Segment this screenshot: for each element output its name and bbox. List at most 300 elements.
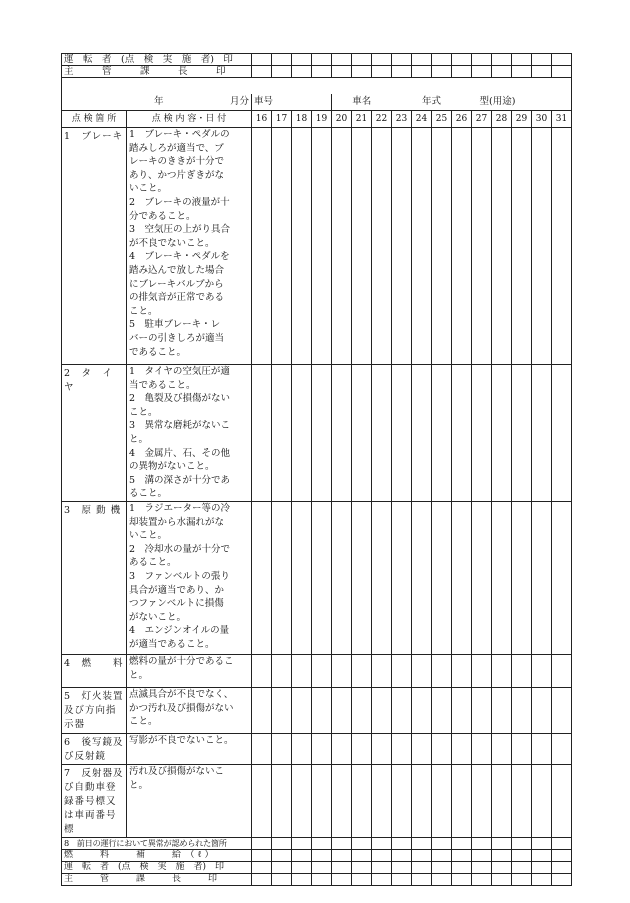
entry-cell[interactable] bbox=[312, 849, 332, 861]
seal-cell[interactable] bbox=[552, 66, 572, 78]
check-cell[interactable] bbox=[552, 687, 572, 733]
vehicle-number-label: 車号 bbox=[254, 96, 274, 107]
check-cell[interactable] bbox=[392, 365, 412, 502]
inspection-content-line: にブレーキバルブから bbox=[129, 278, 224, 290]
entry-cell[interactable] bbox=[452, 861, 472, 873]
check-cell[interactable] bbox=[512, 128, 532, 365]
entry-cell[interactable] bbox=[432, 849, 452, 861]
day-header: 31 bbox=[552, 111, 572, 128]
check-cell[interactable] bbox=[472, 687, 492, 733]
check-cell[interactable] bbox=[492, 128, 512, 365]
check-cell[interactable] bbox=[532, 365, 552, 502]
check-cell[interactable] bbox=[312, 128, 332, 365]
check-cell[interactable] bbox=[272, 654, 292, 687]
inspection-content-line: が適当であること。 bbox=[129, 638, 215, 650]
check-cell[interactable] bbox=[372, 365, 392, 502]
seal-cell[interactable] bbox=[252, 54, 272, 66]
seal-cell[interactable] bbox=[272, 54, 292, 66]
entry-cell[interactable] bbox=[532, 837, 552, 849]
year-month-field[interactable]: 年 月分 bbox=[62, 94, 252, 111]
inspection-content bbox=[127, 365, 252, 502]
entry-cell[interactable] bbox=[272, 837, 292, 849]
entry-cell[interactable] bbox=[332, 873, 352, 885]
inspection-content-line: 具合が適当であり、か bbox=[129, 584, 225, 596]
check-cell[interactable] bbox=[512, 654, 532, 687]
seal-cell[interactable] bbox=[372, 66, 392, 78]
check-cell[interactable] bbox=[432, 128, 452, 365]
inspection-location-line: 及び方向指 bbox=[64, 704, 117, 716]
inspection-content bbox=[127, 687, 252, 733]
seal-cell[interactable] bbox=[372, 54, 392, 66]
seal-cell[interactable] bbox=[532, 54, 552, 66]
check-cell[interactable] bbox=[352, 764, 372, 837]
entry-cell[interactable] bbox=[532, 873, 552, 885]
check-cell[interactable] bbox=[252, 733, 272, 764]
check-cell[interactable] bbox=[492, 365, 512, 502]
check-cell[interactable] bbox=[372, 128, 392, 365]
check-cell[interactable] bbox=[312, 764, 332, 837]
day-header: 28 bbox=[492, 111, 512, 128]
check-cell[interactable] bbox=[452, 654, 472, 687]
inspection-content-line: 5 溝の深さが十分であ bbox=[129, 474, 231, 486]
entry-cell[interactable] bbox=[532, 861, 552, 873]
seal-cell[interactable] bbox=[292, 66, 312, 78]
check-cell[interactable] bbox=[392, 654, 412, 687]
entry-cell[interactable] bbox=[352, 837, 372, 849]
check-cell[interactable] bbox=[452, 687, 472, 733]
entry-cell[interactable] bbox=[292, 837, 312, 849]
check-cell[interactable] bbox=[472, 733, 492, 764]
inspection-content-line: 1 タイヤの空気圧が適 bbox=[129, 366, 230, 377]
check-cell[interactable] bbox=[372, 687, 392, 733]
seal-cell[interactable] bbox=[412, 66, 432, 78]
check-cell[interactable] bbox=[392, 128, 412, 365]
inspection-content-line: 1 ブレーキ・ペダルの bbox=[129, 129, 230, 140]
check-cell[interactable] bbox=[552, 733, 572, 764]
check-cell[interactable] bbox=[312, 365, 332, 502]
day-header: 19 bbox=[312, 111, 332, 128]
vehicle-name-field[interactable] bbox=[332, 94, 392, 111]
inspection-content-line: であること。 bbox=[129, 346, 187, 358]
check-cell[interactable] bbox=[332, 764, 352, 837]
check-cell[interactable] bbox=[492, 764, 512, 837]
inspection-content-line: 点滅具合が不良でなく、 bbox=[129, 688, 234, 700]
inspection-content-line: の異物がないこと。 bbox=[129, 461, 215, 473]
day-header: 30 bbox=[532, 111, 552, 128]
inspection-location bbox=[62, 365, 127, 502]
inspection-content-line: ること。 bbox=[129, 488, 168, 500]
seal-cell[interactable] bbox=[452, 66, 472, 78]
inspection-table bbox=[61, 53, 572, 886]
check-cell[interactable] bbox=[372, 733, 392, 764]
seal-cell[interactable] bbox=[472, 54, 492, 66]
seal-cell[interactable] bbox=[392, 54, 412, 66]
check-cell[interactable] bbox=[472, 128, 492, 365]
check-cell[interactable] bbox=[412, 764, 432, 837]
entry-cell[interactable] bbox=[512, 873, 532, 885]
inspection-content-line: と。 bbox=[129, 669, 149, 681]
seal-cell[interactable] bbox=[432, 66, 452, 78]
inspection-location bbox=[62, 654, 127, 687]
inspection-content-line: つファンベルトに損傷 bbox=[129, 598, 224, 610]
check-cell[interactable] bbox=[352, 733, 372, 764]
inspection-content bbox=[127, 654, 252, 687]
inspection-section-row bbox=[62, 733, 572, 764]
bottom-row-label: 運 転 者 (点 検 実 施 者) 印 bbox=[62, 861, 252, 873]
inspection-content-line: と。 bbox=[129, 779, 149, 791]
inspection-content-line: かつ汚れ及び損傷がない bbox=[129, 702, 234, 714]
check-cell[interactable] bbox=[272, 733, 292, 764]
check-cell[interactable] bbox=[292, 687, 312, 733]
day-header: 26 bbox=[452, 111, 472, 128]
check-cell[interactable] bbox=[532, 501, 552, 654]
entry-cell[interactable] bbox=[352, 873, 372, 885]
inspection-content-line: 燃料の量が十分であるこ bbox=[129, 655, 234, 667]
entry-cell[interactable] bbox=[392, 849, 412, 861]
inspection-content-line: あり、かつ片ぎきがな bbox=[129, 169, 225, 181]
content-date-header: 点 検 内 容・日 付 bbox=[127, 111, 252, 128]
entry-cell[interactable] bbox=[312, 861, 332, 873]
inspection-content-line: 3 異常な磨耗がないこ bbox=[129, 420, 231, 432]
check-cell[interactable] bbox=[292, 128, 312, 365]
check-cell[interactable] bbox=[272, 764, 292, 837]
entry-cell[interactable] bbox=[372, 849, 392, 861]
entry-cell[interactable] bbox=[352, 849, 372, 861]
check-cell[interactable] bbox=[512, 764, 532, 837]
check-cell[interactable] bbox=[432, 365, 452, 502]
entry-cell[interactable] bbox=[492, 873, 512, 885]
check-cell[interactable] bbox=[332, 501, 352, 654]
type-usage-label: 型(用途) bbox=[479, 96, 516, 107]
seal-cell[interactable] bbox=[252, 66, 272, 78]
entry-cell[interactable] bbox=[392, 837, 412, 849]
entry-cell[interactable] bbox=[252, 873, 272, 885]
top-signature-row-manager bbox=[62, 66, 572, 78]
check-cell[interactable] bbox=[432, 654, 452, 687]
check-cell[interactable] bbox=[412, 654, 432, 687]
entry-cell[interactable] bbox=[272, 861, 292, 873]
day-header: 22 bbox=[372, 111, 392, 128]
check-cell[interactable] bbox=[332, 687, 352, 733]
inspection-content-line: 3 ファンベルトの張り bbox=[129, 570, 230, 582]
inspection-section-row bbox=[62, 128, 572, 365]
entry-cell[interactable] bbox=[332, 849, 352, 861]
seal-cell[interactable] bbox=[512, 54, 532, 66]
seal-cell[interactable] bbox=[512, 66, 532, 78]
check-cell[interactable] bbox=[272, 128, 292, 365]
seal-cell[interactable] bbox=[412, 54, 432, 66]
seal-cell[interactable] bbox=[472, 66, 492, 78]
inspection-location-line: び自動車登 bbox=[64, 781, 117, 793]
check-cell[interactable] bbox=[412, 501, 432, 654]
seal-cell[interactable] bbox=[292, 54, 312, 66]
entry-cell[interactable] bbox=[472, 873, 492, 885]
inspection-content-line: 5 駐車ブレーキ・レ bbox=[129, 319, 221, 331]
inspection-content-line: 1 ラジエーター等の冷 bbox=[129, 502, 231, 514]
check-cell[interactable] bbox=[472, 501, 492, 654]
inspection-content-line: 当であること。 bbox=[129, 379, 196, 391]
entry-cell[interactable] bbox=[552, 873, 572, 885]
inspection-content-line: が不良でないこと。 bbox=[129, 237, 215, 249]
seal-cell[interactable] bbox=[392, 66, 412, 78]
check-cell[interactable] bbox=[452, 501, 472, 654]
check-cell[interactable] bbox=[412, 733, 432, 764]
bottom-row-label: 燃 料 補 給 （ ℓ ） bbox=[62, 849, 252, 861]
entry-cell[interactable] bbox=[372, 861, 392, 873]
check-cell[interactable] bbox=[372, 501, 392, 654]
inspection-content-line: あること。 bbox=[129, 557, 177, 569]
location-header: 点 検 箇 所 bbox=[62, 111, 127, 128]
seal-cell[interactable] bbox=[332, 66, 352, 78]
check-cell[interactable] bbox=[352, 654, 372, 687]
bottom-row bbox=[62, 849, 572, 861]
check-cell[interactable] bbox=[452, 128, 472, 365]
check-cell[interactable] bbox=[532, 687, 552, 733]
seal-cell[interactable] bbox=[432, 54, 452, 66]
check-cell[interactable] bbox=[292, 654, 312, 687]
entry-cell[interactable] bbox=[472, 849, 492, 861]
inspection-content-line: レーキのききが十分で bbox=[129, 156, 225, 168]
check-cell[interactable] bbox=[312, 687, 332, 733]
check-cell[interactable] bbox=[332, 654, 352, 687]
check-cell[interactable] bbox=[492, 501, 512, 654]
bottom-row bbox=[62, 873, 572, 885]
check-cell[interactable] bbox=[292, 764, 312, 837]
check-cell[interactable] bbox=[432, 501, 452, 654]
check-cell[interactable] bbox=[252, 764, 272, 837]
entry-cell[interactable] bbox=[492, 837, 512, 849]
entry-cell[interactable] bbox=[312, 837, 332, 849]
entry-cell[interactable] bbox=[492, 861, 512, 873]
check-cell[interactable] bbox=[292, 733, 312, 764]
check-cell[interactable] bbox=[512, 501, 532, 654]
day-header: 17 bbox=[272, 111, 292, 128]
inspection-location-line: 標 bbox=[64, 823, 75, 835]
entry-cell[interactable] bbox=[512, 849, 532, 861]
inspection-location-line: は車両番号 bbox=[64, 809, 117, 821]
seal-cell[interactable] bbox=[452, 54, 472, 66]
check-cell[interactable] bbox=[452, 733, 472, 764]
seal-cell[interactable] bbox=[532, 66, 552, 78]
seal-cell[interactable] bbox=[272, 66, 292, 78]
entry-cell[interactable] bbox=[252, 849, 272, 861]
check-cell[interactable] bbox=[532, 733, 552, 764]
inspection-section-row bbox=[62, 687, 572, 733]
check-cell[interactable] bbox=[492, 654, 512, 687]
entry-cell[interactable] bbox=[412, 837, 432, 849]
check-cell[interactable] bbox=[472, 654, 492, 687]
bottom-row-label: 8 前日の運行において異常が認められた箇所 bbox=[62, 837, 252, 849]
inspection-location-line: 1 ブレーキ bbox=[64, 131, 124, 142]
inspection-content-line: 踏みしろが適当で、ブ bbox=[129, 142, 224, 154]
check-cell[interactable] bbox=[252, 501, 272, 654]
inspection-content bbox=[127, 501, 252, 654]
day-header: 18 bbox=[292, 111, 312, 128]
check-cell[interactable] bbox=[432, 687, 452, 733]
entry-cell[interactable] bbox=[352, 861, 372, 873]
inspection-content-line: 分であること。 bbox=[129, 210, 196, 222]
seal-cell[interactable] bbox=[312, 54, 332, 66]
entry-cell[interactable] bbox=[432, 861, 452, 873]
entry-cell[interactable] bbox=[312, 873, 332, 885]
entry-cell[interactable] bbox=[292, 873, 312, 885]
inspection-section-row bbox=[62, 764, 572, 837]
inspection-section-row bbox=[62, 501, 572, 654]
check-cell[interactable] bbox=[552, 654, 572, 687]
entry-cell[interactable] bbox=[412, 861, 432, 873]
check-cell[interactable] bbox=[432, 733, 452, 764]
seal-cell[interactable] bbox=[352, 54, 372, 66]
check-cell[interactable] bbox=[452, 764, 472, 837]
inspection-location-line: 4 燃 料 bbox=[64, 657, 124, 669]
check-cell[interactable] bbox=[432, 764, 452, 837]
check-cell[interactable] bbox=[372, 764, 392, 837]
check-cell[interactable] bbox=[412, 128, 432, 365]
vehicle-number-field[interactable] bbox=[252, 94, 332, 111]
check-cell[interactable] bbox=[412, 365, 432, 502]
check-cell[interactable] bbox=[552, 501, 572, 654]
check-cell[interactable] bbox=[312, 501, 332, 654]
check-cell[interactable] bbox=[352, 128, 372, 365]
inspection-location-line: 5 灯火装置 bbox=[64, 690, 124, 702]
model-year-field[interactable] bbox=[392, 94, 472, 111]
check-cell[interactable] bbox=[532, 128, 552, 365]
seal-cell[interactable] bbox=[312, 66, 332, 78]
top-signature-row-driver bbox=[62, 54, 572, 66]
inspection-content-line: 2 亀裂及び損傷がない bbox=[129, 393, 231, 405]
check-cell[interactable] bbox=[312, 654, 332, 687]
inspection-content-line: 踏み込んで放した場合 bbox=[129, 264, 225, 276]
entry-cell[interactable] bbox=[552, 849, 572, 861]
check-cell[interactable] bbox=[472, 764, 492, 837]
check-cell[interactable] bbox=[492, 733, 512, 764]
check-cell[interactable] bbox=[252, 128, 272, 365]
check-cell[interactable] bbox=[352, 687, 372, 733]
check-cell[interactable] bbox=[392, 501, 412, 654]
check-cell[interactable] bbox=[552, 365, 572, 502]
check-cell[interactable] bbox=[332, 733, 352, 764]
check-cell[interactable] bbox=[552, 128, 572, 365]
check-cell[interactable] bbox=[392, 733, 412, 764]
check-cell[interactable] bbox=[392, 764, 412, 837]
entry-cell[interactable] bbox=[272, 849, 292, 861]
check-cell[interactable] bbox=[252, 365, 272, 502]
check-cell[interactable] bbox=[312, 733, 332, 764]
entry-cell[interactable] bbox=[532, 849, 552, 861]
seal-cell[interactable] bbox=[352, 66, 372, 78]
inspection-content bbox=[127, 733, 252, 764]
check-cell[interactable] bbox=[352, 501, 372, 654]
entry-cell[interactable] bbox=[452, 849, 472, 861]
vehicle-name-label: 車名 bbox=[352, 96, 372, 107]
day-header: 27 bbox=[472, 111, 492, 128]
seal-cell[interactable] bbox=[552, 54, 572, 66]
day-header: 21 bbox=[352, 111, 372, 128]
check-cell[interactable] bbox=[532, 764, 552, 837]
inspection-content-line: 写影が不良でないこと。 bbox=[129, 734, 234, 746]
entry-cell[interactable] bbox=[552, 837, 572, 849]
entry-cell[interactable] bbox=[372, 837, 392, 849]
entry-cell[interactable] bbox=[472, 837, 492, 849]
check-cell[interactable] bbox=[332, 365, 352, 502]
entry-cell[interactable] bbox=[252, 837, 272, 849]
inspection-content-line: 却装置から水漏れがな bbox=[129, 516, 225, 528]
entry-cell[interactable] bbox=[432, 837, 452, 849]
check-cell[interactable] bbox=[352, 365, 372, 502]
inspection-section-row bbox=[62, 654, 572, 687]
entry-cell[interactable] bbox=[472, 861, 492, 873]
type-usage-field[interactable] bbox=[472, 94, 572, 111]
entry-cell[interactable] bbox=[492, 849, 512, 861]
check-cell[interactable] bbox=[332, 128, 352, 365]
day-header: 29 bbox=[512, 111, 532, 128]
check-cell[interactable] bbox=[512, 365, 532, 502]
inspection-content bbox=[127, 128, 252, 365]
entry-cell[interactable] bbox=[272, 873, 292, 885]
check-cell[interactable] bbox=[252, 654, 272, 687]
seal-cell[interactable] bbox=[492, 66, 512, 78]
inspection-location-line: 6 後写鏡及 bbox=[64, 736, 124, 748]
check-cell[interactable] bbox=[512, 733, 532, 764]
entry-cell[interactable] bbox=[392, 861, 412, 873]
check-cell[interactable] bbox=[532, 654, 552, 687]
check-cell[interactable] bbox=[272, 501, 292, 654]
check-cell[interactable] bbox=[492, 687, 512, 733]
entry-cell[interactable] bbox=[292, 849, 312, 861]
entry-cell[interactable] bbox=[432, 873, 452, 885]
check-cell[interactable] bbox=[252, 687, 272, 733]
inspection-location-line: 3 原 動 機 bbox=[64, 504, 122, 516]
entry-cell[interactable] bbox=[332, 837, 352, 849]
inspection-location-line: 録番号標又 bbox=[64, 795, 117, 807]
entry-cell[interactable] bbox=[552, 861, 572, 873]
check-cell[interactable] bbox=[272, 365, 292, 502]
entry-cell[interactable] bbox=[252, 861, 272, 873]
entry-cell[interactable] bbox=[292, 861, 312, 873]
inspection-content-line: 2 冷却水の量が十分で bbox=[129, 543, 231, 555]
entry-cell[interactable] bbox=[332, 861, 352, 873]
bottom-row bbox=[62, 837, 572, 849]
check-cell[interactable] bbox=[372, 654, 392, 687]
entry-cell[interactable] bbox=[412, 873, 432, 885]
check-cell[interactable] bbox=[392, 687, 412, 733]
seal-cell[interactable] bbox=[492, 54, 512, 66]
check-cell[interactable] bbox=[292, 501, 312, 654]
inspection-content-line: 4 エンジンオイルの量 bbox=[129, 625, 230, 637]
entry-cell[interactable] bbox=[392, 873, 412, 885]
spacer-row bbox=[62, 78, 572, 95]
inspection-content-line: 4 ブレーキ・ペダルを bbox=[129, 251, 230, 263]
entry-cell[interactable] bbox=[512, 861, 532, 873]
entry-cell[interactable] bbox=[412, 849, 432, 861]
entry-cell[interactable] bbox=[452, 873, 472, 885]
check-cell[interactable] bbox=[472, 365, 492, 502]
check-cell[interactable] bbox=[512, 687, 532, 733]
check-cell[interactable] bbox=[452, 365, 472, 502]
check-cell[interactable] bbox=[412, 687, 432, 733]
check-cell[interactable] bbox=[272, 687, 292, 733]
entry-cell[interactable] bbox=[452, 837, 472, 849]
check-cell[interactable] bbox=[552, 764, 572, 837]
inspection-content-line: がないこと。 bbox=[129, 611, 187, 623]
inspection-location bbox=[62, 501, 127, 654]
entry-cell[interactable] bbox=[512, 837, 532, 849]
check-cell[interactable] bbox=[292, 365, 312, 502]
header-row bbox=[62, 111, 572, 128]
entry-cell[interactable] bbox=[372, 873, 392, 885]
bottom-row bbox=[62, 861, 572, 873]
seal-cell[interactable] bbox=[332, 54, 352, 66]
